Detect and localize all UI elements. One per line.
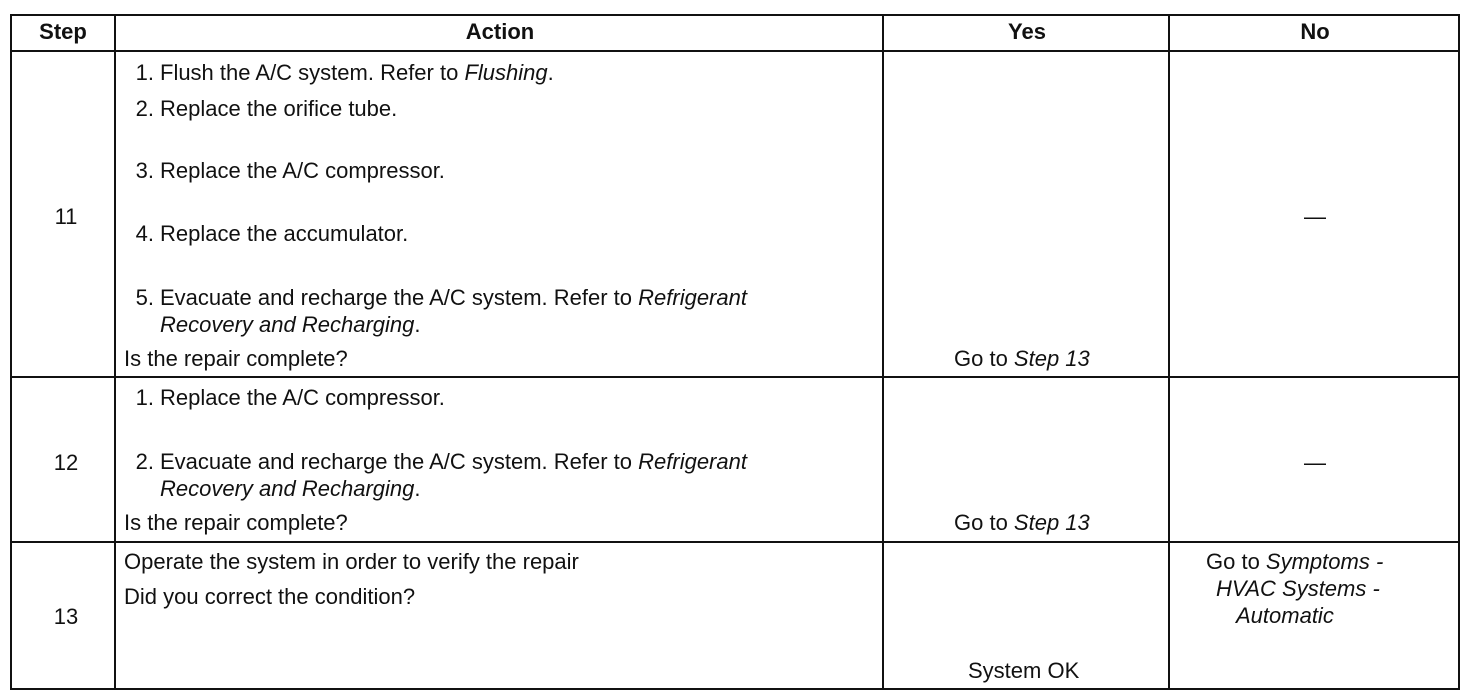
action-item-continuation xyxy=(160,476,421,502)
action-item xyxy=(124,385,445,411)
item-number: 1. xyxy=(135,385,154,410)
item-text: Replace the A/C compressor. xyxy=(160,158,445,183)
item-text: Replace the accumulator. xyxy=(160,221,409,246)
no-result-continuation xyxy=(1216,576,1380,602)
no-result xyxy=(1206,549,1383,575)
action-line: Operate the system in order to verify the repair xyxy=(124,549,579,574)
row-divider-11-12 xyxy=(10,376,1460,378)
action-item xyxy=(124,60,554,86)
item-number: 1. xyxy=(135,60,154,85)
item-number: 2. xyxy=(135,449,154,474)
item-reference-cont: Recovery and Recharging xyxy=(160,476,415,501)
table-border-bottom xyxy=(10,688,1460,690)
item-tail: . xyxy=(414,312,421,337)
yes-prefix: Go to xyxy=(954,346,1014,371)
item-text: Flush the A/C system. Refer to xyxy=(160,60,465,85)
yes-prefix: Go to xyxy=(954,510,1014,535)
action-item xyxy=(124,158,445,184)
row-divider-12-13 xyxy=(10,541,1460,543)
header-divider xyxy=(10,50,1460,52)
table-border-right xyxy=(1458,14,1460,690)
yes-result xyxy=(954,346,1090,372)
step-number: 13 xyxy=(53,604,79,629)
table-border-top xyxy=(10,14,1460,16)
action-item xyxy=(124,221,408,247)
action-item xyxy=(124,285,747,311)
no-reference-line3: Automatic xyxy=(1236,603,1334,628)
item-number: 3. xyxy=(135,158,154,183)
yes-result xyxy=(954,510,1090,536)
no-reference-line1: Symptoms - xyxy=(1265,549,1384,574)
table-border-left xyxy=(10,14,12,690)
col-divider-yes xyxy=(1168,14,1170,690)
item-text: Replace the A/C compressor. xyxy=(160,385,445,410)
item-reference: Refrigerant xyxy=(638,285,747,310)
step-number: 11 xyxy=(54,204,78,229)
item-text: Evacuate and recharge the A/C system. Refer to xyxy=(160,285,639,310)
header-no: No xyxy=(1300,19,1330,44)
no-result-continuation xyxy=(1236,603,1334,629)
header-step: Step xyxy=(39,19,87,44)
col-divider-step xyxy=(114,14,116,690)
no-result: — xyxy=(1304,204,1326,229)
yes-reference: Step 13 xyxy=(1013,346,1090,371)
no-result: — xyxy=(1304,450,1326,475)
yes-reference: Step 13 xyxy=(1013,510,1090,535)
item-number: 5. xyxy=(135,285,154,310)
item-number: 2. xyxy=(135,96,154,121)
item-tail: . xyxy=(414,476,421,501)
item-tail: . xyxy=(547,60,554,85)
yes-result: System OK xyxy=(968,658,1080,683)
col-divider-action xyxy=(882,14,884,690)
no-reference-line2: HVAC Systems - xyxy=(1216,576,1380,601)
action-question: Did you correct the condition? xyxy=(124,584,416,609)
step-number: 12 xyxy=(53,450,79,475)
header-yes: Yes xyxy=(1008,19,1046,44)
action-item xyxy=(124,449,747,475)
action-question: Is the repair complete? xyxy=(124,346,348,371)
diagnostic-table xyxy=(10,14,1460,690)
item-text: Evacuate and recharge the A/C system. Refer to xyxy=(160,449,639,474)
action-item xyxy=(124,96,397,122)
item-reference: Refrigerant xyxy=(638,449,747,474)
item-reference-cont: Recovery and Recharging xyxy=(160,312,415,337)
item-number: 4. xyxy=(135,221,154,246)
no-prefix: Go to xyxy=(1206,549,1266,574)
header-action: Action xyxy=(465,19,535,44)
item-reference: Flushing xyxy=(464,60,548,85)
item-text: Replace the orifice tube. xyxy=(160,96,398,121)
action-item-continuation xyxy=(160,312,421,338)
action-question: Is the repair complete? xyxy=(124,510,348,535)
